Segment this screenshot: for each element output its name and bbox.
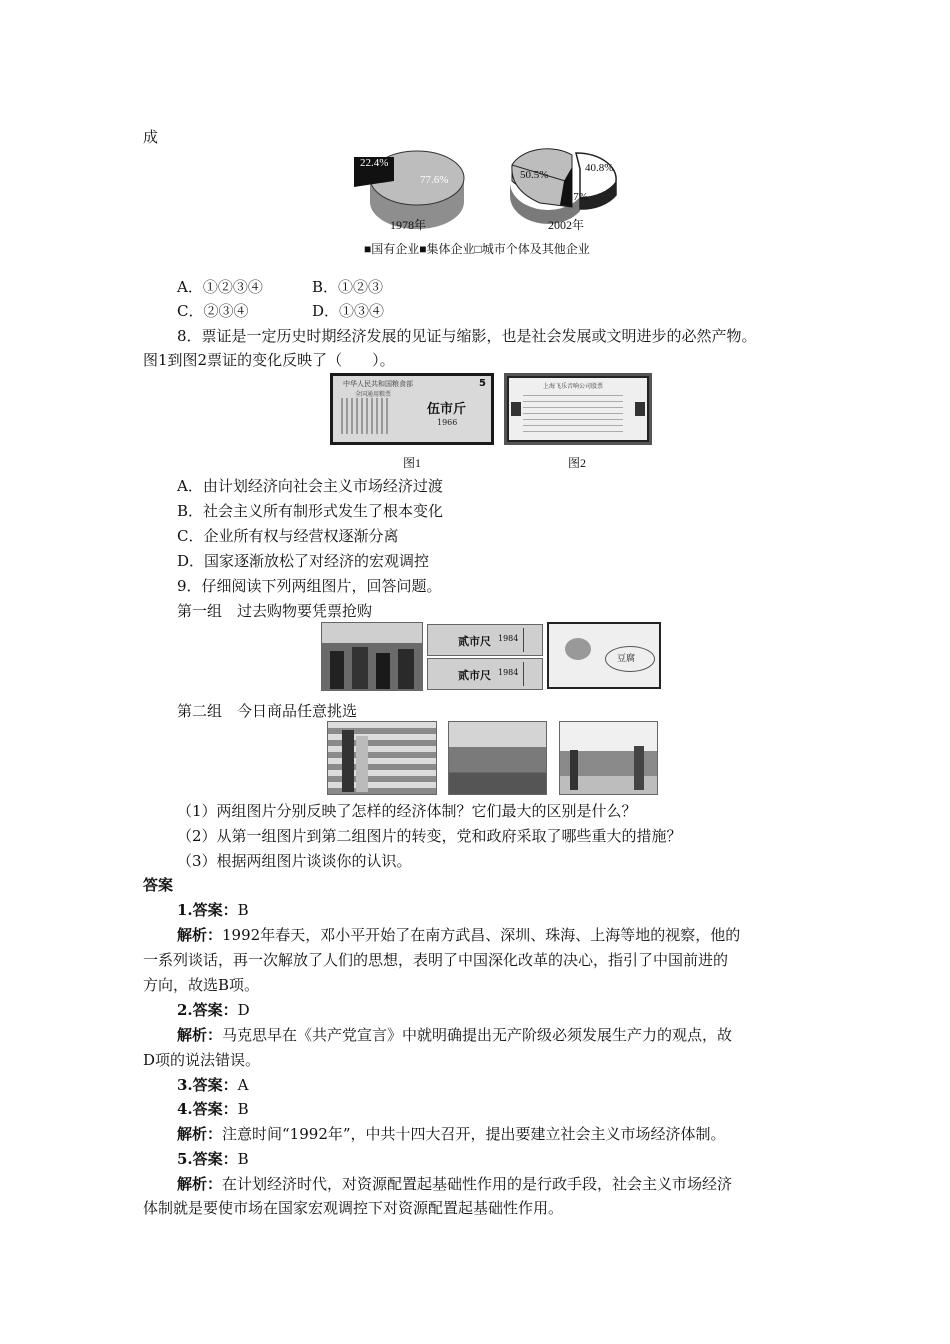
answer-4-exp-label: 解析： bbox=[177, 1125, 223, 1143]
answer-2-exp-label: 解析： bbox=[177, 1026, 223, 1044]
answer-1-explanation-l2: 一系列谈话，再一次解放了人们的思想，表明了中国深化改革的决心，指引了中国前进的 bbox=[143, 951, 729, 969]
figure-1-caption: 图1 bbox=[403, 456, 422, 470]
q9-group2-title: 第二组 今日商品任意挑选 bbox=[177, 702, 358, 720]
answer-3 bbox=[177, 1074, 249, 1096]
pie-2002-label-8: 8.7% bbox=[565, 191, 588, 203]
pie-2002-year: 2002年 bbox=[548, 218, 585, 232]
q8-option-a: A．由计划经济向社会主义市场经济过渡 bbox=[177, 477, 443, 495]
group1-photo-crowd bbox=[321, 622, 423, 691]
answer-5-label: 5.答案： bbox=[177, 1150, 238, 1168]
tofu-coupon-text: 豆腐 bbox=[617, 654, 636, 664]
answer-5-explanation-l2: 体制就是要使市场在国家宏观调控下对资源配置起基础性作用。 bbox=[143, 1199, 564, 1217]
q9-sub3: （3）根据两组图片谈谈你的认识。 bbox=[177, 852, 412, 870]
group2-photo-market-hall bbox=[448, 721, 547, 795]
answer-1-exp-text: 1992年春天，邓小平开始了在南方武昌、深圳、珠海、上海等地的视察，他的 bbox=[222, 926, 741, 944]
answer-2-explanation-l1 bbox=[177, 1024, 732, 1046]
q9-stem: 9．仔细阅读下列两组图片，回答问题。 bbox=[177, 577, 442, 595]
q9-sub2: （2）从第一组图片到第二组图片的转变，党和政府采取了哪些重大的措施？ bbox=[177, 827, 682, 845]
answer-2-explanation-l2: D项的说法错误。 bbox=[143, 1051, 261, 1069]
answer-2-exp-text: 马克思早在《共产党宣言》中就明确提出无产阶级必须发展生产力的观点，故 bbox=[222, 1026, 733, 1044]
q8-stem-line1: 8．票证是一定历史时期经济发展的见证与缩影，也是社会发展或文明进步的必然产物。 bbox=[177, 327, 757, 345]
pie-1978-year: 1978年 bbox=[390, 218, 427, 232]
pie-1978-label-77: 77.6% bbox=[420, 174, 449, 186]
answer-1-label: 1.答案： bbox=[177, 901, 238, 919]
answer-4-explanation-l1 bbox=[177, 1123, 726, 1145]
pie-1978-label-22: 22.4% bbox=[360, 157, 389, 169]
answer-5 bbox=[177, 1148, 249, 1170]
pie-2002-label-40: 40.8% bbox=[585, 162, 614, 174]
q8-option-d: D．国家逐渐放松了对经济的宏观调控 bbox=[177, 552, 430, 570]
answer-2-label: 2.答案： bbox=[177, 1001, 238, 1019]
coupon-top-text: 贰市尺 bbox=[458, 635, 491, 648]
answers-heading: 答案 bbox=[143, 876, 174, 894]
figure-2-stock-certificate bbox=[504, 373, 652, 445]
q7-option-b: B．①②③ bbox=[312, 278, 384, 296]
q8-option-b: B．社会主义所有制形式发生了根本变化 bbox=[177, 502, 444, 520]
ticket2-text-block bbox=[523, 392, 623, 432]
q7-option-d: D．①③④ bbox=[312, 302, 385, 320]
figure-1-ration-ticket bbox=[330, 373, 494, 445]
answer-1-exp-label: 解析： bbox=[177, 926, 223, 944]
pie-legend: ■国有企业■集体企业□城市个体及其他企业 bbox=[364, 242, 590, 256]
coupon-bottom-year: 1984 bbox=[498, 668, 519, 677]
group1-coupon-top bbox=[427, 624, 543, 656]
answer-4-exp-text: 注意时间“1992年”，中共十四大召开，提出要建立社会主义市场经济体制。 bbox=[222, 1125, 726, 1143]
ticket1-header: 中华人民共和国粮食部 bbox=[343, 380, 413, 388]
answer-4-label: 4.答案： bbox=[177, 1100, 238, 1118]
answer-3-label: 3.答案： bbox=[177, 1076, 238, 1094]
answer-5-exp-text: 在计划经济时代，对资源配置起基础性作用的是行政手段，社会主义市场经济 bbox=[222, 1175, 733, 1193]
coupon-top-year: 1984 bbox=[498, 634, 519, 643]
answer-5-explanation-l1 bbox=[177, 1173, 732, 1195]
group2-photo-supermarket-shelves bbox=[327, 721, 437, 795]
answer-1-explanation-l1 bbox=[177, 924, 740, 946]
answer-4 bbox=[177, 1098, 249, 1120]
group1-coupon-bottom bbox=[427, 658, 543, 690]
q8-stem-line2: 图1到图2票证的变化反映了（ ）。 bbox=[143, 351, 395, 369]
ticket1-year: 1966 bbox=[437, 418, 458, 427]
group2-photo-department-store bbox=[559, 721, 658, 795]
group1-tofu-coupon bbox=[547, 622, 661, 689]
q9-group1-title: 第一组 过去购物要凭票抢购 bbox=[177, 602, 373, 620]
lead-character: 成 bbox=[143, 128, 159, 146]
answer-3-value: A bbox=[237, 1076, 249, 1094]
coupon-bottom-text: 贰市尺 bbox=[458, 669, 491, 682]
ticket1-amount: 伍市斤 bbox=[427, 402, 467, 417]
q9-sub1: （1）两组图片分别反映了怎样的经济体制？它们最大的区别是什么？ bbox=[177, 802, 637, 820]
q8-option-c: C．企业所有权与经营权逐渐分离 bbox=[177, 527, 399, 545]
answer-2-value: D bbox=[237, 1001, 250, 1019]
answer-5-value: B bbox=[237, 1150, 249, 1168]
pie-1978 bbox=[354, 151, 464, 232]
q7-option-a: A．①②③④ bbox=[177, 278, 263, 296]
ticket1-sub: 全国通用粮票 bbox=[355, 391, 392, 398]
answer-2 bbox=[177, 999, 250, 1021]
ticket1-wheat-image bbox=[341, 398, 391, 434]
figure-2-caption: 图2 bbox=[568, 456, 587, 470]
pie-2002 bbox=[510, 149, 616, 232]
answer-5-exp-label: 解析： bbox=[177, 1175, 223, 1193]
ticket1-number: 5 bbox=[479, 378, 486, 389]
ticket2-header: 上海飞乐音响公司股票 bbox=[543, 383, 604, 390]
pie-chart-figure bbox=[340, 145, 640, 263]
pie-2002-label-50: 50.5% bbox=[520, 169, 549, 181]
q7-option-c: C．②③④ bbox=[177, 302, 249, 320]
answer-1-explanation-l3: 方向，故选B项。 bbox=[143, 976, 260, 994]
answer-1 bbox=[177, 899, 249, 921]
answer-1-value: B bbox=[237, 901, 249, 919]
answer-4-value: B bbox=[237, 1100, 249, 1118]
